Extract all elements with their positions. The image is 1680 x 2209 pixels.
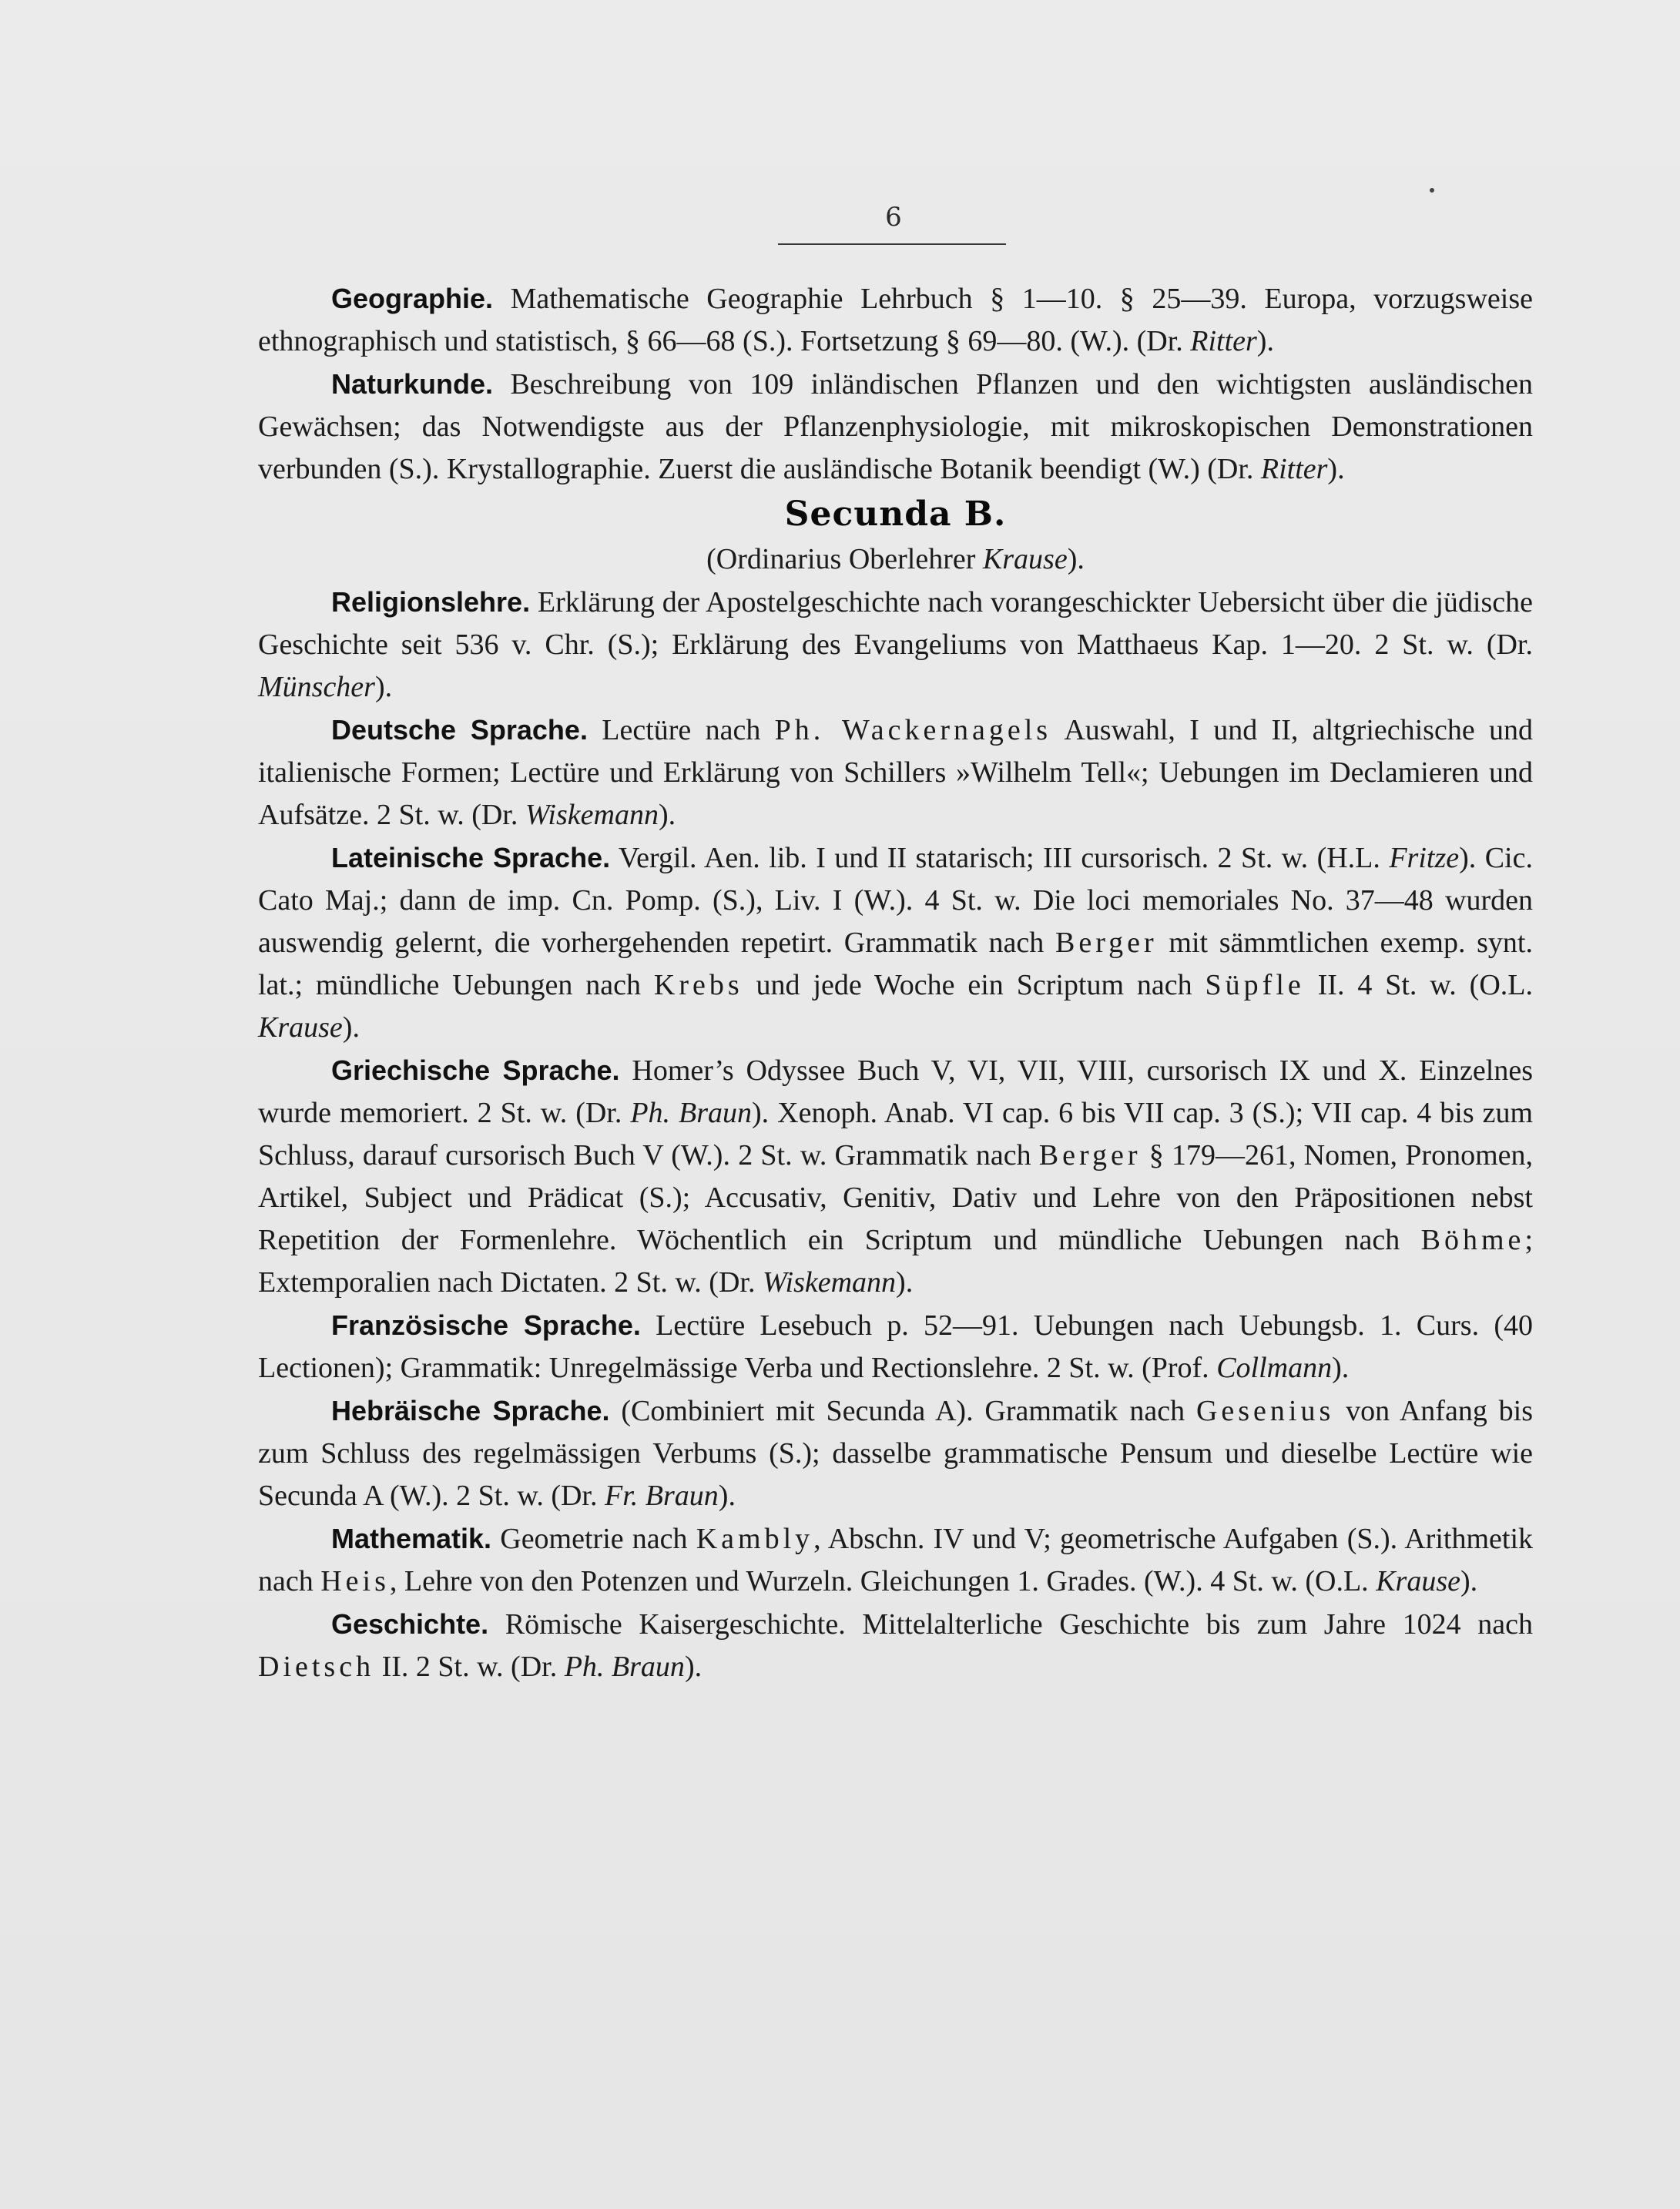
subject-heading: Hebräische Sprache.: [331, 1395, 610, 1426]
paragraph-franzoesisch: Französische Sprache. Lectüre Lesebuch p. 52—91. Uebungen nach Uebungsb. 1. Curs. (40 Lectionen); Grammatik: Unregelmässige Verba und Rectionslehre. 2 St. w. (Prof. Collmann).: [258, 1309, 1533, 1384]
paragraph-griechisch: Griechische Sprache. Homer’s Odyssee Buch V, VI, VII, VIII, cursorisch IX und X. Einzelnes wurde memoriert. 2 St. w. (Dr. Ph. Braun). Xenoph. Anab. VI cap. 6 bis VII cap. 3 (S.); VII cap. 4 bis zum Schluss, darauf cursorisch Buch V (W.). 2 St. w. Grammatik nach Berger § 179—261, Nomen, Pronomen, Artikel, Subject und Prädicat (S.); Accusativ, Genitiv, Dativ und Lehre von den Präpositionen nebst Repetition der Formenlehre. Wöchentlich ein Scriptum und mündliche Uebungen nach Böhme; Extemporalien nach Dictaten. 2 St. w. (Dr. Wiskemann).: [258, 1054, 1534, 1299]
spaced-author: Dietsch: [258, 1651, 375, 1683]
speck-mark: [1430, 188, 1434, 193]
teacher-name: Krause: [258, 1011, 343, 1044]
spaced-author: Süpfle: [1205, 969, 1305, 1001]
class-subtitle: (Ordinarius Oberlehrer Krause).: [706, 543, 1085, 575]
spaced-author: Ph. Wackernagels: [774, 714, 1052, 746]
paragraph-naturkunde: Naturkunde. Beschreibung von 109 inländischen Pflanzen und den wichtigsten ausländischen Gewächsen; das Notwendigste aus der Pflanzenphysiologie, mit mikroskopischen Demonstrationen verbunden (S.). Krystallographie. Zuerst die ausländische Botanik beendigt (W.) (Dr. Ritter).: [258, 368, 1533, 485]
teacher-name: Ritter: [1260, 453, 1328, 485]
teacher-name: Fritze: [1389, 842, 1460, 874]
class-title: Secunda B.: [784, 494, 1007, 534]
teacher-name: Münscher: [258, 671, 375, 703]
paragraph-geographie: Geographie. Mathematische Geographie Lehrbuch § 1—10. § 25—39. Europa, vorzugsweise ethnographisch und statistisch, § 66—68 (S.). Fortsetzung § 69—80. (W.). (Dr. Ritter).: [258, 283, 1533, 357]
teacher-name: Krause: [982, 543, 1068, 575]
spaced-author: Heis: [320, 1565, 390, 1597]
subject-heading: Griechische Sprache.: [331, 1054, 620, 1086]
page-number: 6: [885, 202, 902, 233]
teacher-name: Ph. Braun: [564, 1651, 685, 1683]
paragraph-hebraeisch: Hebräische Sprache. (Combiniert mit Secunda A). Grammatik nach Gesenius von Anfang bis zum Schluss des regelmässigen Verbums (S.); dasselbe grammatische Pensum und dieselbe Lectüre wie Secunda A (W.). 2 St. w. (Dr. Fr. Braun).: [258, 1395, 1534, 1512]
paragraph-mathematik: Mathematik. Geometrie nach Kambly, Abschn. IV und V; geometrische Aufgaben (S.). Arithmetik nach Heis, Lehre von den Potenzen und Wurzeln. Gleichungen 1. Grades. (W.). 4 St. w. (O.L. Krause).: [258, 1523, 1533, 1597]
teacher-name: Fr. Braun: [605, 1480, 719, 1512]
subject-heading: Religionslehre.: [331, 586, 531, 618]
subject-heading: Naturkunde.: [331, 368, 494, 400]
header-rule: [778, 243, 1006, 245]
spaced-author: Berger: [1038, 1139, 1142, 1172]
paragraph-deutsch: Deutsche Sprache. Lectüre nach Ph. Wackernagels Auswahl, I und II, altgriechische und italienische Formen; Lectüre und Erklärung von Schillers »Wilhelm Tell«; Uebungen im Declamieren und Aufsätze. 2 St. w. (Dr. Wiskemann).: [258, 714, 1534, 831]
teacher-name: Wiskemann: [762, 1266, 897, 1299]
subject-heading: Geographie.: [331, 283, 494, 314]
body-text: [258, 277, 1533, 1688]
subject-heading: Mathematik.: [331, 1523, 492, 1554]
teacher-name: Ritter: [1190, 325, 1257, 357]
teacher-name: Ph. Braun: [630, 1097, 753, 1129]
subject-heading: Geschichte.: [331, 1608, 489, 1640]
teacher-name: Krause: [1376, 1565, 1460, 1597]
spaced-author: Kambly: [696, 1523, 814, 1555]
paragraph-religionslehre: Religionslehre. Erklärung der Apostelgeschichte nach vorangeschickter Uebersicht über die jüdische Geschichte seit 536 v. Chr. (S.); Erklärung des Evangeliums von Matthaeus Kap. 1—20. 2 St. w. (Dr. Münscher).: [258, 586, 1533, 703]
subject-heading: Deutsche Sprache.: [331, 714, 588, 746]
teacher-name: Collmann: [1216, 1352, 1333, 1384]
paragraph-latein: Lateinische Sprache. Vergil. Aen. lib. I und II statarisch; III cursorisch. 2 St. w. (H.L. Fritze). Cic. Cato Maj.; dann de imp. Cn. Pomp. (S.), Liv. I (W.). 4 St. w. Die loci memoriales No. 37—48 wurden auswendig gelernt, die vorhergehenden repetirt. Grammatik nach Berger mit sämmtlichen exemp. synt. lat.; mündliche Uebungen nach Krebs und jede Woche ein Scriptum nach Süpfle II. 4 St. w. (O.L. Krause).: [258, 842, 1533, 1044]
spaced-author: Böhme: [1420, 1224, 1525, 1256]
paragraph-geschichte: Geschichte. Römische Kaisergeschichte. Mittelalterliche Geschichte bis zum Jahre 1024 nach Dietsch II. 2 St. w. (Dr. Ph. Braun).: [258, 1608, 1533, 1683]
subject-heading: Lateinische Sprache.: [331, 842, 611, 873]
spaced-author: Gesenius: [1195, 1395, 1335, 1427]
teacher-name: Wiskemann: [525, 799, 659, 831]
spaced-author: Krebs: [653, 969, 743, 1001]
subject-heading: Französische Sprache.: [331, 1309, 641, 1341]
spaced-author: Berger: [1055, 927, 1158, 959]
